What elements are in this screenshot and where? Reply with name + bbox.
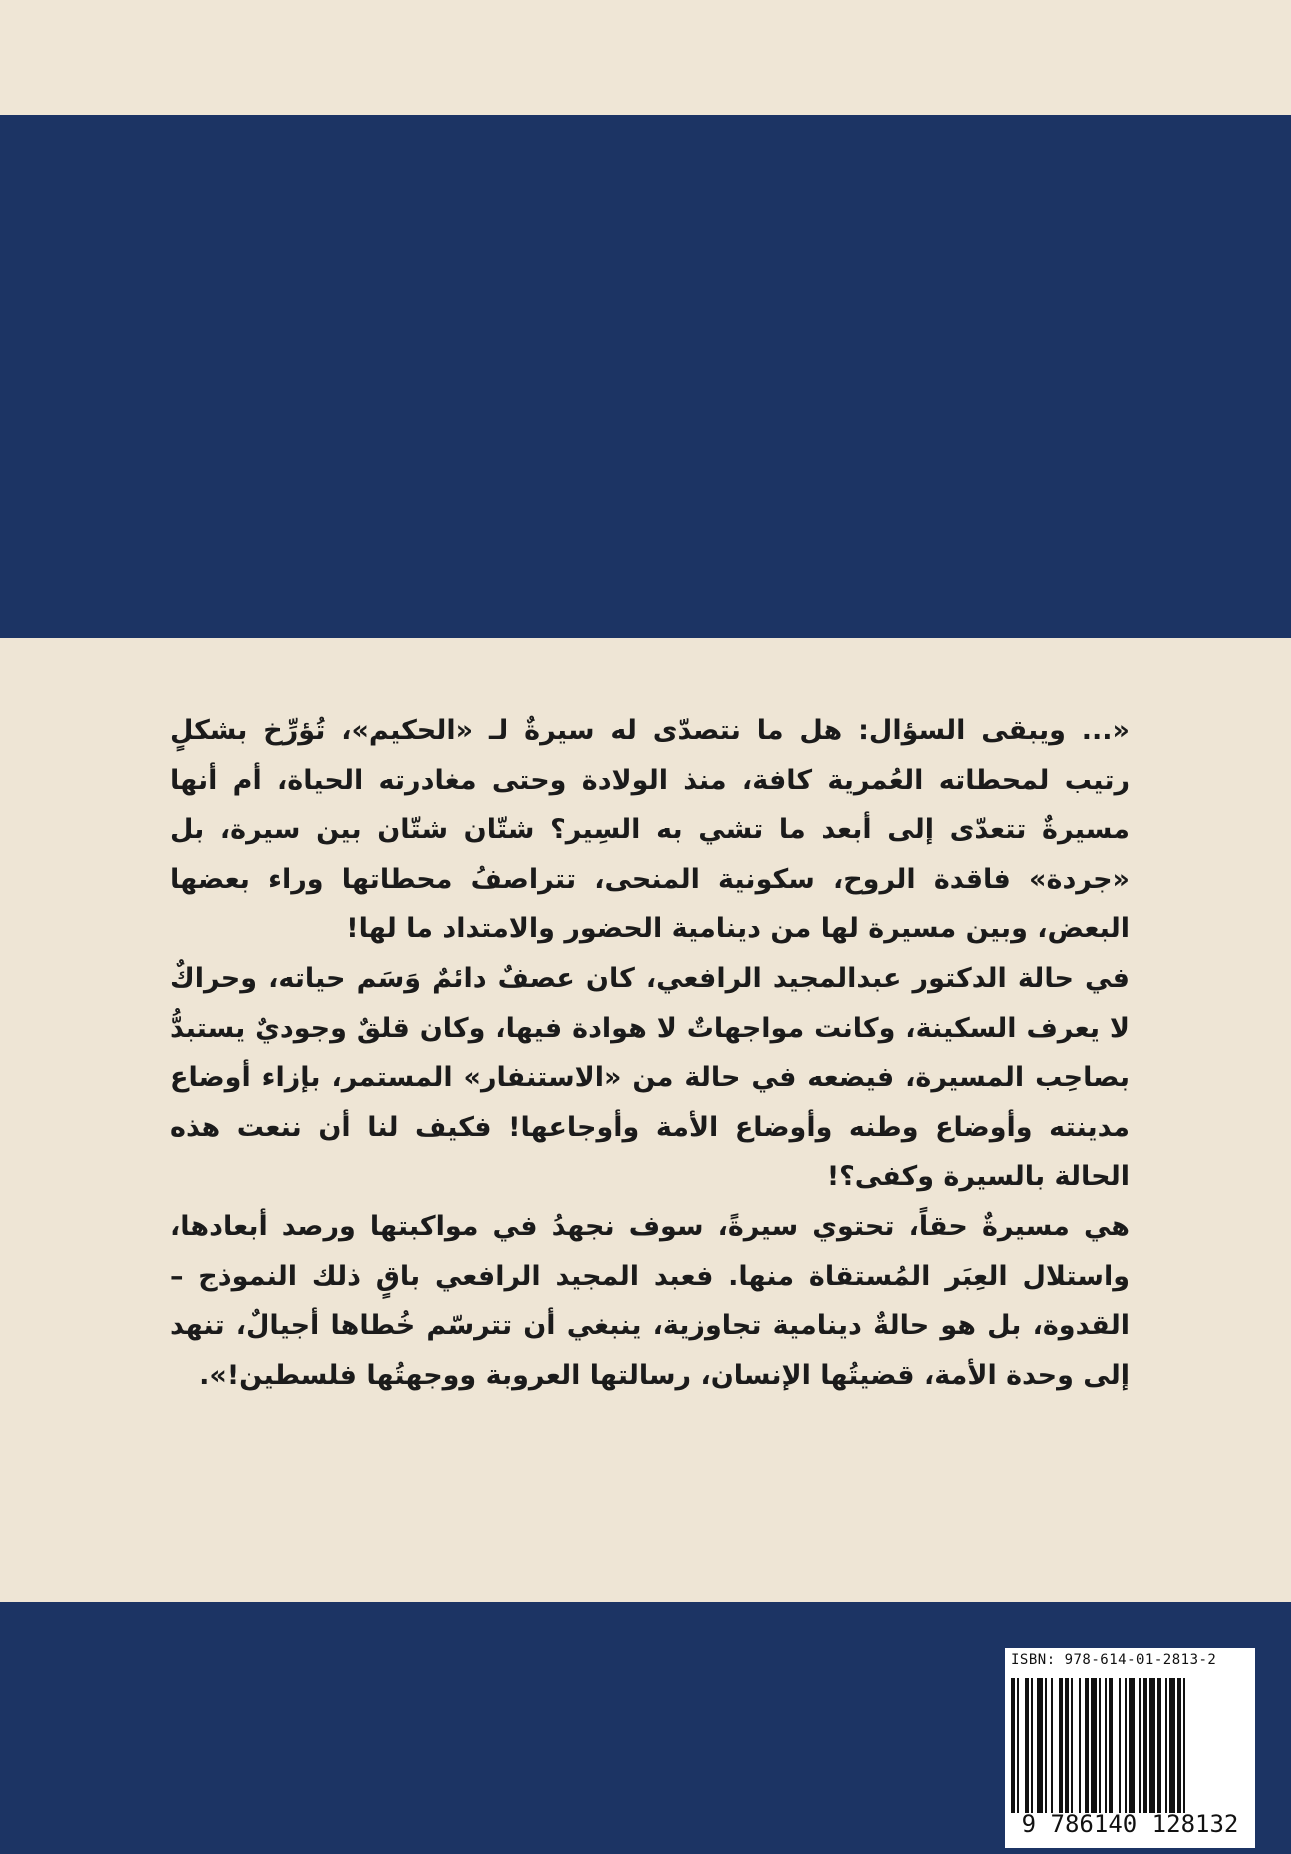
isbn-label: ISBN: 978-614-01-2813-2 [1011,1652,1217,1668]
barcode-bar [1045,1678,1047,1813]
barcode-bar [1143,1678,1147,1813]
barcode-bar [1169,1678,1175,1813]
barcode-bar [1109,1678,1113,1813]
barcode-bar [1017,1678,1019,1813]
barcode-bar [1071,1678,1073,1813]
barcode-bar [1051,1678,1053,1813]
barcode-bar [1129,1678,1135,1813]
barcode-bar [1065,1678,1069,1813]
barcode-bar [1119,1678,1121,1813]
barcode-bar [1149,1678,1155,1813]
barcode-bar [1085,1678,1089,1813]
barcode-bar [1165,1678,1167,1813]
blurb-paragraph-2: في حالة الدكتور عبدالمجيد الرافعي، كان عصفٌ دائمٌ وَسَم حياته، وحراكٌ لا يعرف السكينة، وكانت مواجهاتٌ لا هوادة فيها، وكان قلقٌ وجوديٌ يستبدُّ بصاحِب المسيرة، فيضعه في حالة من «الاستنفار» المستمر، بإزاء أوضاع مدينته وأوضاع وطنه وأوضاع الأمة وأوجاعها! فكيف لنا أن ننعت هذه الحالة بالسيرة وكفى؟! [170,962,1130,1193]
top-blue-band [0,115,1291,638]
blurb-paragraph-3: هي مسيرةٌ حقاً، تحتوي سيرةً، سوف نجهدُ في مواكبتها ورصد أبعادها، واستلال العِبَر المُستقاة منها. فعبد المجيد الرافعي باقٍ ذلك النموذج – القدوة، بل هو حالةٌ دينامية تجاوزية، ينبغي أن تترسّم خُطاها أجيالٌ، تنهد إلى وحدة الأمة، قضيتُها الإنسان، رسالتها العروبة ووجهتُها فلسطين!». [170,1210,1130,1391]
barcode-bar [1139,1678,1141,1813]
barcode-bar [1025,1678,1029,1813]
barcode-bar [1031,1678,1033,1813]
barcode-bar [1177,1678,1181,1813]
barcode-bar [1157,1678,1161,1813]
barcode-bar [1011,1678,1015,1813]
barcode-digits: 9 786140 128132 [1021,1810,1239,1838]
isbn-barcode [1005,1648,1255,1848]
barcode-bar [1079,1678,1081,1813]
barcode-bar [1125,1678,1127,1813]
barcode-bar [1037,1678,1043,1813]
cover-top-strip [0,0,1291,115]
barcode-bar [1099,1678,1101,1813]
barcode-bar [1059,1678,1063,1813]
barcode-bar [1091,1678,1097,1813]
back-cover-blurb [170,706,1130,1400]
barcode-bar [1183,1678,1185,1813]
barcode-bar [1105,1678,1107,1813]
blurb-paragraph-1: «... ويبقى السؤال: هل ما نتصدّى له سيرةٌ لـ «الحكيم»، تُؤرِّخ بشكلٍ رتيب لمحطاته العُمرية كافة، منذ الولادة وحتى مغادرته الحياة، أم أنها مسيرةٌ تتعدّى إلى أبعد ما تشي به السِير؟ شتّان شتّان بين سيرة، بل «جردة» فاقدة الروح، سكونية المنحى، تتراصفُ محطاتها وراء بعضها البعض، وبين مسيرة لها من دينامية الحضور والامتداد ما لها! [170,715,1130,945]
barcode-bars [1011,1678,1249,1813]
